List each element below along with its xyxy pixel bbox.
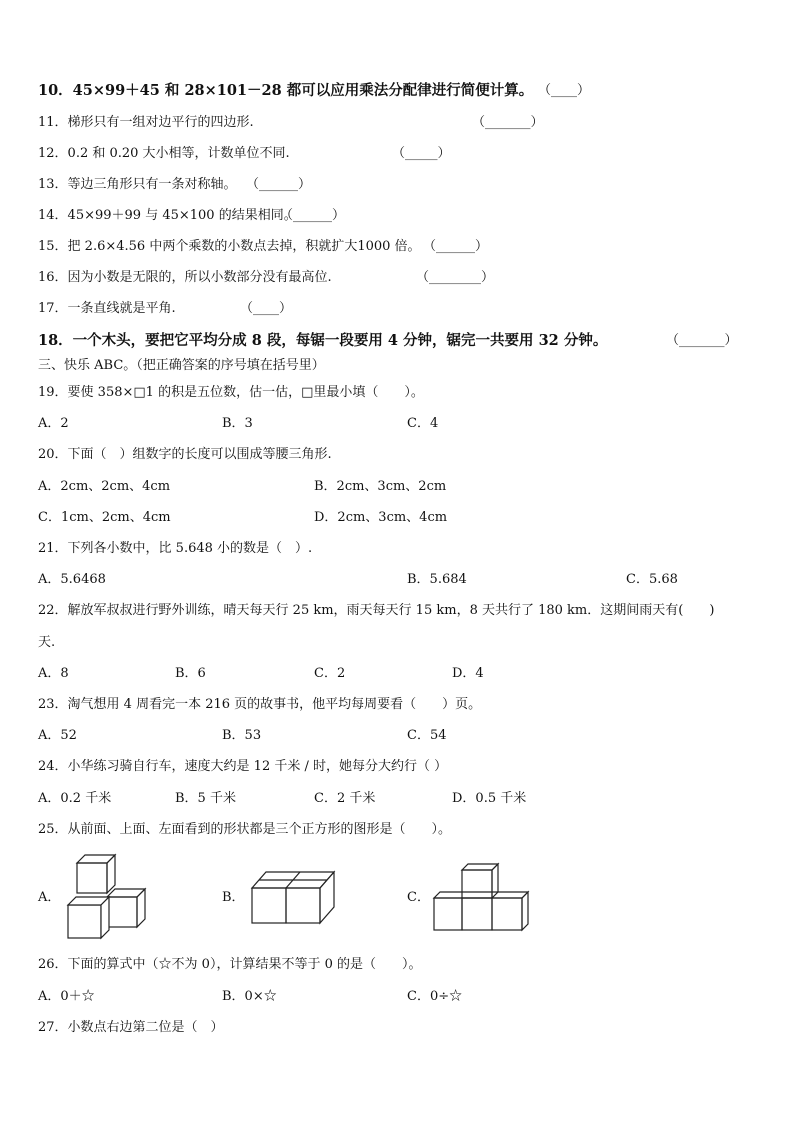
option-25-c[interactable]: C． xyxy=(407,890,430,905)
figure-25-a xyxy=(64,852,154,942)
option-26-c[interactable]: C．0÷☆ xyxy=(407,989,463,1004)
option-24-d[interactable]: D．0.5 千米 xyxy=(452,791,527,806)
option-19-b[interactable]: B．3 xyxy=(222,416,253,431)
question-17: 17．一条直线就是平角. xyxy=(38,301,176,316)
question-12: 12．0.2 和 0.20 大小相等，计数单位不同. xyxy=(38,146,290,161)
question-23: 23．淘气想用 4 周看完一本 216 页的故事书，他平均每周要看（ ）页。 xyxy=(38,697,482,712)
question-26: 26．下面的算式中（☆不为 0），计算结果不等于 0 的是（ ）。 xyxy=(38,957,422,972)
question-24: 24．小华练习骑自行车，速度大约是 12 千米 / 时，她每分大约行（ ） xyxy=(38,759,448,774)
question-22-continued: 天. xyxy=(38,635,56,650)
option-26-a[interactable]: A．0＋☆ xyxy=(38,989,95,1004)
option-24-a[interactable]: A．0.2 千米 xyxy=(38,791,112,806)
answer-blank-17[interactable]: （____） xyxy=(240,301,293,316)
option-20-b[interactable]: B．2cm、3cm、2cm xyxy=(314,479,447,494)
question-18: 18．一个木头，要把它平均分成 8 段，每锯一段要用 4 分钟，锯完一共要用 32 分钟。 xyxy=(38,332,608,349)
answer-blank-14[interactable]: （______） xyxy=(280,208,346,223)
question-11: 11．梯形只有一组对边平行的四边形. xyxy=(38,115,254,130)
option-20-d[interactable]: D．2cm、3cm、4cm xyxy=(314,510,448,525)
answer-blank-10[interactable]: （____） xyxy=(538,83,591,98)
answer-blank-18[interactable]: （_______） xyxy=(666,333,738,348)
option-22-d[interactable]: D．4 xyxy=(452,666,484,681)
option-23-a[interactable]: A．52 xyxy=(38,728,77,743)
option-22-b[interactable]: B．6 xyxy=(175,666,206,681)
answer-blank-11[interactable]: （_______） xyxy=(472,115,544,130)
option-23-b[interactable]: B．53 xyxy=(222,728,262,743)
question-10: 10．45×99＋45 和 28×101－28 都可以应用乘法分配律进行简便计算。 xyxy=(38,82,534,99)
question-13: 13．等边三角形只有一条对称轴。 xyxy=(38,177,237,192)
question-22: 22．解放军叔叔进行野外训练，晴天每天行 25 km，雨天每天行 15 km，8 天共行了 180 km．这期间雨天有( ) xyxy=(38,603,715,618)
figure-25-b xyxy=(248,868,338,926)
question-20: 20．下面（ ）组数字的长度可以围成等腰三角形. xyxy=(38,447,332,462)
option-21-b[interactable]: B．5.684 xyxy=(407,572,467,587)
option-21-a[interactable]: A．5.6468 xyxy=(38,572,106,587)
option-25-a[interactable]: A． xyxy=(38,890,61,905)
question-21: 21．下列各小数中，比 5.648 小的数是（ ）. xyxy=(38,541,313,556)
section-heading: 三、快乐 ABC。（把正确答案的序号填在括号里） xyxy=(38,358,325,373)
question-19: 19．要使 358×□1 的积是五位数，估一估，□里最小填（ ）。 xyxy=(38,385,424,400)
option-24-c[interactable]: C．2 千米 xyxy=(314,791,376,806)
question-16: 16．因为小数是无限的，所以小数部分没有最高位. xyxy=(38,270,332,285)
option-26-b[interactable]: B．0×☆ xyxy=(222,989,277,1004)
answer-blank-12[interactable]: （_____） xyxy=(392,146,451,161)
question-25: 25．从前面、上面、左面看到的形状都是三个正方形的图形是（ ）。 xyxy=(38,822,452,837)
option-19-c[interactable]: C．4 xyxy=(407,416,439,431)
option-20-a[interactable]: A．2cm、2cm、4cm xyxy=(38,479,171,494)
option-22-c[interactable]: C．2 xyxy=(314,666,346,681)
answer-blank-16[interactable]: （________） xyxy=(416,270,495,285)
figure-25-c xyxy=(432,860,532,934)
question-15: 15．把 2.6×4.56 中两个乘数的小数点去掉，积就扩大1000 倍。 xyxy=(38,239,421,254)
question-14: 14．45×99＋99 与 45×100 的结果相同。 xyxy=(38,208,297,223)
option-21-c[interactable]: C．5.68 xyxy=(626,572,678,587)
option-25-b[interactable]: B． xyxy=(222,890,245,905)
option-24-b[interactable]: B．5 千米 xyxy=(175,791,236,806)
answer-blank-15[interactable]: （______） xyxy=(423,239,489,254)
question-27: 27．小数点右边第二位是（ ） xyxy=(38,1020,224,1035)
answer-blank-13[interactable]: （______） xyxy=(246,177,312,192)
option-20-c[interactable]: C．1cm、2cm、4cm xyxy=(38,510,171,525)
option-19-a[interactable]: A．2 xyxy=(38,416,69,431)
option-22-a[interactable]: A．8 xyxy=(38,666,69,681)
option-23-c[interactable]: C．54 xyxy=(407,728,447,743)
